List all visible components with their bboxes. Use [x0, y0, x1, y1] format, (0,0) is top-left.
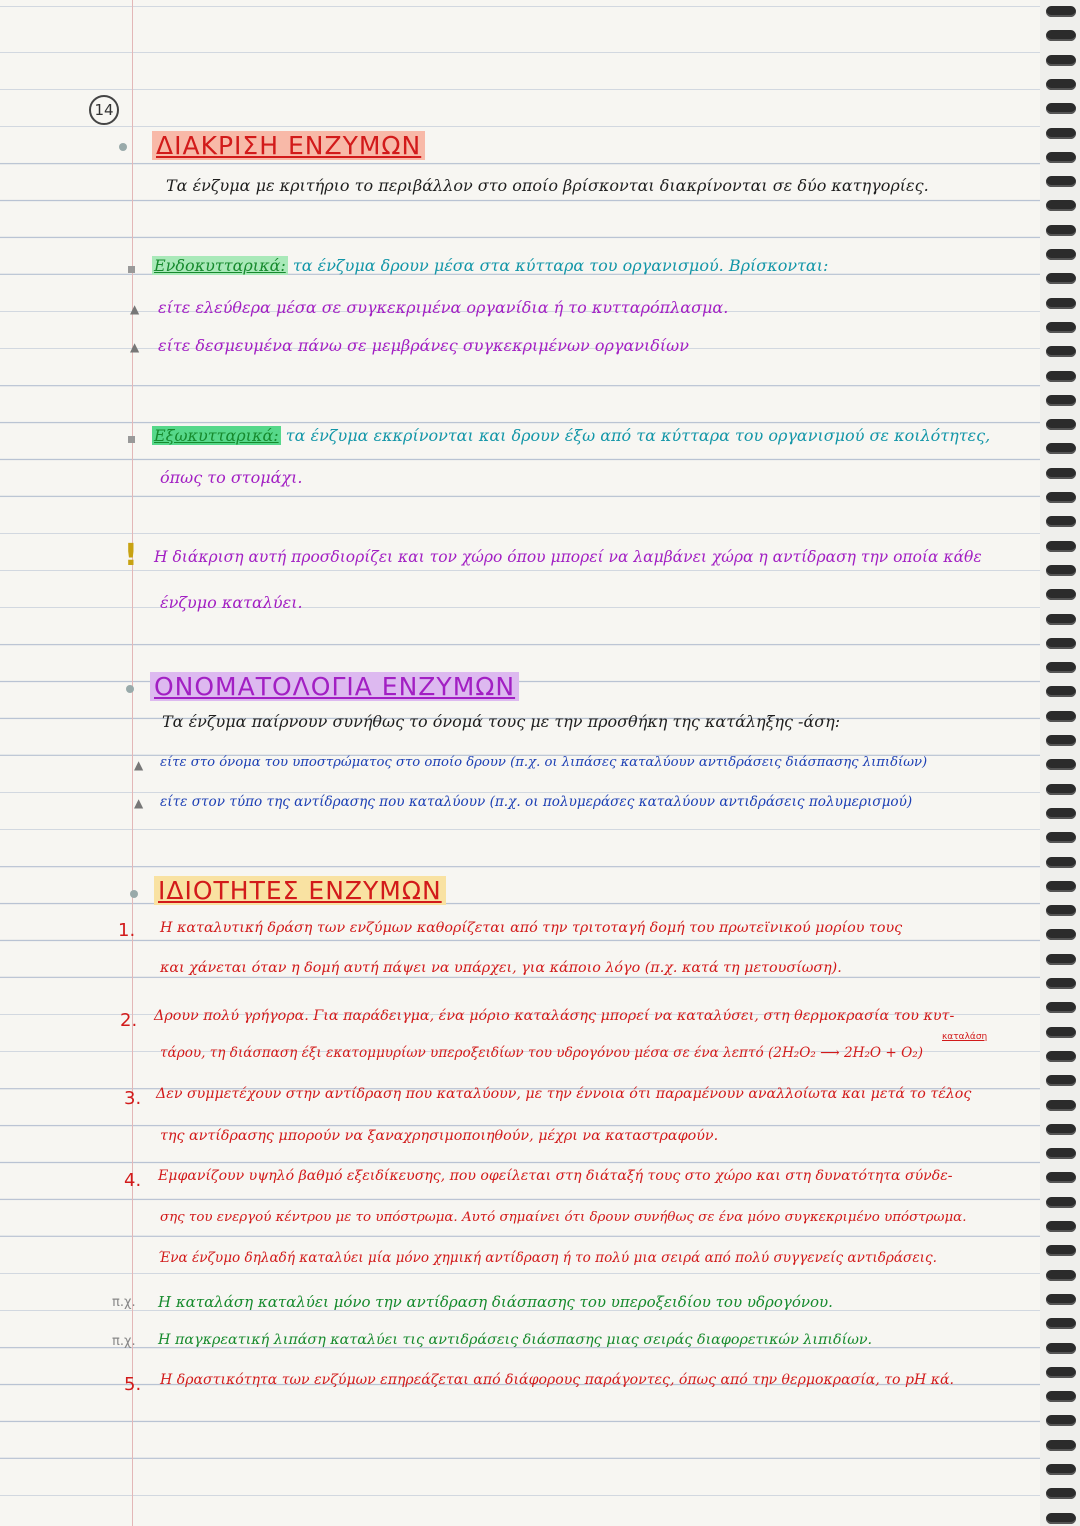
- spiral-ring: [1046, 638, 1076, 649]
- example-1: Η καταλάση καταλύει μόνο την αντίδραση διάσπασης του υπεροξειδίου του υδρογόνου.: [158, 1293, 833, 1311]
- spiral-ring: [1046, 468, 1076, 479]
- spiral-ring: [1046, 128, 1076, 139]
- spiral-ring: [1046, 589, 1076, 600]
- spiral-ring: [1046, 152, 1076, 163]
- spiral-ring: [1046, 978, 1076, 989]
- spiral-ring: [1046, 79, 1076, 90]
- spiral-ring: [1046, 759, 1076, 770]
- spiral-ring: [1046, 298, 1076, 309]
- spiral-ring: [1046, 6, 1076, 17]
- property-5-line-1: Η δραστικότητα των ενζύμων επηρεάζεται από διάφορους παράγοντες, όπως από την θερμοκρασία, το pH κά.: [160, 1372, 954, 1388]
- spiral-ring: [1046, 443, 1076, 454]
- spiral-ring: [1046, 929, 1076, 940]
- triangle-bullet: ▲: [130, 340, 140, 354]
- bullet-dot: [119, 143, 127, 151]
- property-2-line-1: Δρουν πολύ γρήγορα. Για παράδειγμα, ένα μόριο καταλάσης μπορεί να καταλύσει, στη θερμοκρασία του κυτ-: [154, 1008, 955, 1024]
- endo-label: Ενδοκυτταρικά:: [154, 256, 286, 275]
- property-2-line-2: τάρου, τη διάσπαση έξι εκατομμυρίων υπεροξειδίων του υδρογόνου μέσα σε ένα λεπτό (2H₂O₂ ⟶ 2H₂O + O₂): [160, 1045, 924, 1061]
- spiral-ring: [1046, 881, 1076, 892]
- note-line-2: ένζυμο καταλύει.: [160, 593, 303, 612]
- spiral-ring: [1046, 1027, 1076, 1038]
- note-line-1: Η διάκριση αυτή προσδιορίζει και τον χώρο όπου μπορεί να λαμβάνει χώρα η αντίδραση την οποία κάθε: [154, 548, 982, 566]
- spiral-ring: [1046, 395, 1076, 406]
- exclamation-mark: !: [124, 538, 138, 573]
- property-4-line-3: Ένα ένζυμο δηλαδή καταλύει μία μόνο χημική αντίδραση ή το πολύ μια σειρά από πολύ συγγενείς αντιδράσεις.: [158, 1250, 937, 1266]
- spiral-ring: [1046, 808, 1076, 819]
- exo-text: τα ένζυμα εκκρίνονται και δρουν έξω από τα κύτταρα του οργανισμού σε κοιλότητες,: [285, 426, 991, 445]
- exo-text-2: όπως το στομάχι.: [160, 468, 303, 487]
- spiral-ring: [1046, 735, 1076, 746]
- spiral-ring: [1046, 1051, 1076, 1062]
- spiral-ring: [1046, 1391, 1076, 1402]
- item-number-1: 1.: [118, 920, 136, 941]
- section1-intro: Τα ένζυμα με κριτήριο το περιβάλλον στο οποίο βρίσκονται διακρίνονται σε δύο κατηγορίες.: [166, 176, 929, 195]
- naming-item-2: είτε στον τύπο της αντίδρασης που καταλύουν (π.χ. οι πολυμεράσες καταλύουν αντιδράσεις πολυμερισμού): [160, 794, 913, 810]
- spiral-ring: [1046, 1464, 1076, 1475]
- spiral-ring: [1046, 30, 1076, 41]
- property-1-line-2: και χάνεται όταν η δομή αυτή πάψει να υπάρχει, για κάποιο λόγο (π.χ. κατά τη μετουσίωση).: [160, 960, 842, 976]
- spiral-ring: [1046, 1513, 1076, 1524]
- section2-intro: Τα ένζυμα παίρνουν συνήθως το όνομά τους με την προσθήκη της κατάληξης -άση:: [162, 712, 841, 731]
- spiral-ring: [1046, 492, 1076, 503]
- spiral-ring: [1046, 322, 1076, 333]
- spiral-ring: [1046, 1002, 1076, 1013]
- naming-item-1: είτε στο όνομα του υποστρώματος στο οποίο δρουν (π.χ. οι λιπάσες καταλύουν αντιδράσεις διάσπασης λιπιδίων): [160, 755, 928, 770]
- item-number-4: 4.: [124, 1170, 142, 1191]
- spiral-ring: [1046, 1124, 1076, 1135]
- item-number-3: 3.: [124, 1088, 142, 1109]
- spiral-ring: [1046, 905, 1076, 916]
- triangle-bullet: ▲: [134, 758, 144, 772]
- endo-paragraph: [152, 256, 828, 275]
- spiral-ring: [1046, 249, 1076, 260]
- square-bullet: [128, 266, 135, 273]
- endo-item-1: είτε ελεύθερα μέσα σε συγκεκριμένα οργανίδια ή το κυτταρόπλασμα.: [158, 298, 729, 317]
- example-label: π.χ.: [112, 1295, 136, 1310]
- spiral-ring: [1046, 273, 1076, 284]
- spiral-ring: [1046, 225, 1076, 236]
- spiral-ring: [1046, 1318, 1076, 1329]
- property-3-line-2: της αντίδρασης μπορούν να ξαναχρησιμοποιηθούν, μέχρι να καταστραφούν.: [160, 1128, 719, 1144]
- section-title-idiotites: ΙΔΙΟΤΗΤΕΣ ΕΝΖΥΜΩΝ: [154, 876, 446, 905]
- spiral-ring: [1046, 1343, 1076, 1354]
- spiral-ring: [1046, 954, 1076, 965]
- spiral-ring: [1046, 1172, 1076, 1183]
- spiral-binding: [1040, 0, 1080, 1526]
- triangle-bullet: ▲: [130, 302, 140, 316]
- example-label: π.χ.: [112, 1334, 136, 1349]
- item-number-5: 5.: [124, 1374, 142, 1395]
- example-2: Η παγκρεατική λιπάση καταλύει τις αντιδράσεις διάσπασης μιας σειράς διαφορετικών λιπιδίων.: [158, 1332, 873, 1348]
- spiral-ring: [1046, 857, 1076, 868]
- endo-item-2: είτε δεσμευμένα πάνω σε μεμβράνες συγκεκριμένων οργανιδίων: [158, 336, 689, 355]
- page-number: 14: [89, 95, 119, 125]
- property-4-line-2: σης του ενεργού κέντρου με το υπόστρωμα. Αυτό σημαίνει ότι δρουν συνήθως σε ένα μόνο συγκεκριμένο υπόστρωμα.: [160, 1210, 967, 1225]
- spiral-ring: [1046, 832, 1076, 843]
- spiral-ring: [1046, 103, 1076, 114]
- spiral-ring: [1046, 662, 1076, 673]
- reaction-arrow-label: καταλάση: [942, 1032, 988, 1042]
- triangle-bullet: ▲: [134, 796, 144, 810]
- spiral-ring: [1046, 1367, 1076, 1378]
- property-4-line-1: Εμφανίζουν υψηλό βαθμό εξειδίκευσης, που οφείλεται στη διάταξή τους στο χώρο και στη δυνατότητα σύνδε-: [158, 1168, 953, 1184]
- spiral-ring: [1046, 1294, 1076, 1305]
- property-1-line-1: Η καταλυτική δράση των ενζύμων καθορίζεται από την τριτοταγή δομή του πρωτεϊνικού μορίου τους: [160, 920, 903, 936]
- spiral-ring: [1046, 1270, 1076, 1281]
- spiral-ring: [1046, 200, 1076, 211]
- spiral-ring: [1046, 1075, 1076, 1086]
- spiral-ring: [1046, 565, 1076, 576]
- property-3-line-1: Δεν συμμετέχουν στην αντίδραση που καταλύουν, με την έννοια ότι παραμένουν αναλλοίωτα και μετά το τέλος: [156, 1086, 972, 1102]
- bullet-dot: [126, 685, 134, 693]
- section-title-onomatologia: ΟΝΟΜΑΤΟΛΟΓΙΑ ΕΝΖΥΜΩΝ: [150, 672, 519, 701]
- spiral-ring: [1046, 371, 1076, 382]
- exo-label: Εξωκυτταρικά:: [154, 426, 279, 445]
- bullet-dot: [130, 890, 138, 898]
- spiral-ring: [1046, 1221, 1076, 1232]
- square-bullet: [128, 436, 135, 443]
- exo-paragraph: [152, 426, 990, 445]
- item-number-2: 2.: [120, 1010, 138, 1031]
- section-title-diakrisi: ΔΙΑΚΡΙΣΗ ΕΝΖΥΜΩΝ: [152, 131, 425, 160]
- spiral-ring: [1046, 1100, 1076, 1111]
- endo-text: τα ένζυμα δρουν μέσα στα κύτταρα του οργανισμού. Βρίσκονται:: [292, 256, 829, 275]
- spiral-ring: [1046, 784, 1076, 795]
- spiral-ring: [1046, 614, 1076, 625]
- spiral-ring: [1046, 419, 1076, 430]
- spiral-ring: [1046, 1415, 1076, 1426]
- spiral-ring: [1046, 686, 1076, 697]
- spiral-ring: [1046, 1245, 1076, 1256]
- spiral-ring: [1046, 516, 1076, 527]
- spiral-ring: [1046, 711, 1076, 722]
- spiral-ring: [1046, 541, 1076, 552]
- spiral-ring: [1046, 1440, 1076, 1451]
- spiral-ring: [1046, 1488, 1076, 1499]
- spiral-ring: [1046, 1197, 1076, 1208]
- spiral-ring: [1046, 176, 1076, 187]
- spiral-ring: [1046, 1148, 1076, 1159]
- spiral-ring: [1046, 55, 1076, 66]
- spiral-ring: [1046, 346, 1076, 357]
